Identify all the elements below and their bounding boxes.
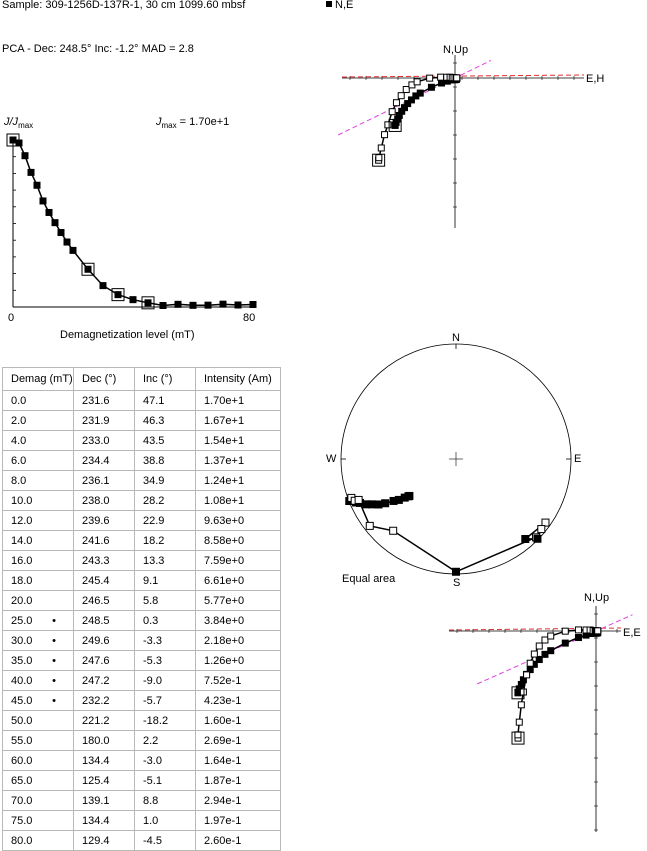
vertical-projection-point xyxy=(438,74,444,80)
cell-intensity: 2.18e+0 xyxy=(196,631,281,651)
cell-dec: 231.6 xyxy=(74,391,135,411)
intensity-ylabel: $J/J_{max}$ xyxy=(4,116,34,131)
cell-inc: 38.8 xyxy=(135,451,196,471)
cell-demag: 40.0 • xyxy=(3,671,74,691)
cell-demag: 80.0 xyxy=(3,831,74,851)
cell-dec: 245.4 xyxy=(74,571,135,591)
lower-hemisphere-point xyxy=(534,535,541,542)
header-intensity: Intensity (Am) xyxy=(196,368,281,391)
vertical-projection-line xyxy=(518,630,598,738)
intensity-point xyxy=(64,239,70,245)
vertical-projection-point xyxy=(548,633,554,639)
intensity-point xyxy=(58,230,64,236)
cell-intensity: 1.64e-1 xyxy=(196,751,281,771)
table-row xyxy=(3,431,281,451)
table-row xyxy=(3,451,281,471)
stereonet-north-label: N xyxy=(452,332,460,344)
cell-demag: 2.0 xyxy=(3,411,74,431)
table-row xyxy=(3,511,281,531)
zij-bottom-up-label: N,Up xyxy=(584,592,610,604)
header-inc: Inc (°) xyxy=(135,368,196,391)
cell-inc: -5.7 xyxy=(135,691,196,711)
cell-inc: -4.5 xyxy=(135,831,196,851)
cell-intensity: 1.60e-1 xyxy=(196,711,281,731)
cell-inc: 1.0 xyxy=(135,811,196,831)
cell-dec: 249.6 xyxy=(74,631,135,651)
zij-top-right-label: E,H xyxy=(586,73,605,85)
table-row xyxy=(3,471,281,491)
cell-demag: 35.0 • xyxy=(3,651,74,671)
intensity-point xyxy=(46,209,52,215)
zij-top-up-label: N,Up xyxy=(443,44,469,56)
cell-intensity: 1.37e+1 xyxy=(196,451,281,471)
cell-inc: -18.2 xyxy=(135,711,196,731)
x-tick-max: 80 xyxy=(243,312,256,324)
vertical-projection-point xyxy=(516,719,522,725)
cell-inc: 34.9 xyxy=(135,471,196,491)
table-row xyxy=(3,831,281,851)
vertical-projection-point xyxy=(403,87,409,93)
cell-intensity: 7.52e-1 xyxy=(196,671,281,691)
cell-inc: -5.3 xyxy=(135,651,196,671)
intensity-point xyxy=(85,266,91,272)
vertical-projection-point xyxy=(542,637,548,643)
table-row xyxy=(3,391,281,411)
table-row xyxy=(3,671,281,691)
cell-dec: 134.4 xyxy=(74,811,135,831)
table-row xyxy=(3,411,281,431)
cell-demag: 14.0 xyxy=(3,531,74,551)
cell-inc: 2.2 xyxy=(135,731,196,751)
cell-inc: -9.0 xyxy=(135,671,196,691)
intensity-point xyxy=(235,302,241,308)
vertical-projection-point xyxy=(427,75,433,81)
cell-inc: 46.3 xyxy=(135,411,196,431)
vertical-projection-point xyxy=(389,109,395,115)
intensity-point xyxy=(10,137,16,143)
cell-demag: 18.0 xyxy=(3,571,74,591)
upper-hemisphere-point xyxy=(538,526,545,533)
cell-intensity: 1.26e+0 xyxy=(196,651,281,671)
lower-hemisphere-point xyxy=(390,497,397,504)
horizontal-projection-point xyxy=(575,635,581,641)
cell-intensity: 1.08e+1 xyxy=(196,491,281,511)
x-tick-min: 0 xyxy=(8,312,15,324)
cell-intensity: 2.60e-1 xyxy=(196,831,281,851)
cell-demag: 0.0 xyxy=(3,391,74,411)
intensity-point xyxy=(145,300,151,306)
table-row xyxy=(3,691,281,711)
pca-summary: PCA - Dec: 248.5° Inc: -1.2° MAD = 2.8 xyxy=(2,43,194,55)
intensity-point xyxy=(100,283,106,289)
cell-inc: 0.3 xyxy=(135,611,196,631)
intensity-point xyxy=(250,301,256,307)
intensity-point xyxy=(52,220,58,226)
zij-bottom-right-label: E,E xyxy=(623,627,641,639)
upper-hemisphere-point xyxy=(390,527,397,534)
cell-intensity: 1.67e+1 xyxy=(196,411,281,431)
intensity-point xyxy=(130,297,136,303)
jmax-label: $J_{max} = 1.70e+1$ xyxy=(156,116,230,131)
cell-inc: 13.3 xyxy=(135,551,196,571)
cell-inc: 18.2 xyxy=(135,531,196,551)
vertical-projection-point xyxy=(398,93,404,99)
lower-hemisphere-point xyxy=(522,535,529,542)
cell-demag: 16.0 xyxy=(3,551,74,571)
lower-hemisphere-point xyxy=(382,500,389,507)
table-row xyxy=(3,631,281,651)
intensity-xlabel: Demagnetization level (mT) xyxy=(60,329,195,341)
table-body xyxy=(3,391,281,851)
horizontal-projection-point xyxy=(562,640,568,646)
cell-demag: 45.0 • xyxy=(3,691,74,711)
cell-intensity: 6.61e+0 xyxy=(196,571,281,591)
cell-dec: 239.6 xyxy=(74,511,135,531)
cell-intensity: 3.84e+0 xyxy=(196,611,281,631)
stereonet-east-label: E xyxy=(574,453,582,465)
legend-label: N,E xyxy=(335,0,354,11)
table-row xyxy=(3,571,281,591)
demag-table xyxy=(2,367,281,851)
table-row xyxy=(3,711,281,731)
intensity-plot xyxy=(7,134,256,309)
cell-dec: 139.1 xyxy=(74,791,135,811)
cell-demag: 60.0 xyxy=(3,751,74,771)
pca-selected-marker: • xyxy=(52,694,56,707)
vertical-projection-point xyxy=(454,75,460,81)
cell-intensity: 5.77e+0 xyxy=(196,591,281,611)
cell-inc: 22.9 xyxy=(135,511,196,531)
sample-label: Sample: 309-1256D-137R-1, 30 cm 1099.60 mbsf xyxy=(2,0,246,11)
equal-area-stereonet xyxy=(341,344,571,575)
cell-demag: 4.0 xyxy=(3,431,74,451)
cell-dec: 233.0 xyxy=(74,431,135,451)
cell-intensity: 7.59e+0 xyxy=(196,551,281,571)
cell-dec: 247.2 xyxy=(74,671,135,691)
cell-intensity: 9.63e+0 xyxy=(196,511,281,531)
intensity-point xyxy=(175,301,181,307)
cell-intensity: 1.97e-1 xyxy=(196,811,281,831)
horizontal-projection-point xyxy=(417,90,423,96)
vertical-projection-point xyxy=(378,145,384,151)
intensity-point xyxy=(34,182,40,188)
vertical-projection-point xyxy=(531,651,537,657)
pca-selected-marker: • xyxy=(52,674,56,687)
cell-intensity: 8.58e+0 xyxy=(196,531,281,551)
horizontal-projection-point xyxy=(439,80,445,86)
vertical-projection-point xyxy=(515,732,521,738)
vertical-projection-point xyxy=(527,660,533,666)
pca-line-red xyxy=(342,75,584,77)
cell-demag: 6.0 xyxy=(3,451,74,471)
intensity-point xyxy=(70,247,76,253)
cell-inc: 28.2 xyxy=(135,491,196,511)
table-row xyxy=(3,611,281,631)
cell-dec: 243.3 xyxy=(74,551,135,571)
intensity-point xyxy=(160,302,166,308)
intensity-point xyxy=(16,140,22,146)
cell-demag: 55.0 xyxy=(3,731,74,751)
table-row xyxy=(3,751,281,771)
vertical-projection-point xyxy=(518,702,524,708)
cell-demag: 25.0 • xyxy=(3,611,74,631)
cell-inc: -3.0 xyxy=(135,751,196,771)
cell-dec: 238.0 xyxy=(74,491,135,511)
cell-demag: 65.0 xyxy=(3,771,74,791)
cell-dec: 232.2 xyxy=(74,691,135,711)
pca-selected-marker: • xyxy=(52,654,56,667)
lower-hemisphere-point xyxy=(453,568,460,575)
vertical-projection-point xyxy=(524,672,530,678)
cell-dec: 248.5 xyxy=(74,611,135,631)
intensity-point xyxy=(28,169,34,175)
cell-dec: 234.4 xyxy=(74,451,135,471)
table-row xyxy=(3,771,281,791)
cell-demag: 20.0 xyxy=(3,591,74,611)
table-row xyxy=(3,551,281,571)
cell-dec: 241.6 xyxy=(74,531,135,551)
cell-inc: 9.1 xyxy=(135,571,196,591)
vertical-projection-point xyxy=(536,643,542,649)
table-row xyxy=(3,791,281,811)
cell-inc: -5.1 xyxy=(135,771,196,791)
vertical-projection-point xyxy=(393,100,399,106)
header-demag: Demag (mT) xyxy=(3,368,74,391)
cell-dec: 129.4 xyxy=(74,831,135,851)
cell-intensity: 2.94e-1 xyxy=(196,791,281,811)
stereonet-west-label: W xyxy=(326,453,337,465)
upper-hemisphere-point xyxy=(542,519,549,526)
vertical-projection-point xyxy=(382,132,388,138)
cell-demag: 50.0 xyxy=(3,711,74,731)
vertical-projection-point xyxy=(385,122,391,128)
horizontal-projection-point xyxy=(428,84,434,90)
cell-demag: 75.0 xyxy=(3,811,74,831)
pca-selected-marker: • xyxy=(52,634,56,647)
header-dec: Dec (°) xyxy=(74,368,135,391)
zijderveld-top-plot xyxy=(338,55,584,228)
vertical-projection-point xyxy=(376,155,382,161)
cell-inc: 8.8 xyxy=(135,791,196,811)
cell-demag: 10.0 xyxy=(3,491,74,511)
intensity-point xyxy=(22,153,28,159)
upper-hemisphere-point xyxy=(355,496,362,503)
cell-intensity: 1.70e+1 xyxy=(196,391,281,411)
table-row xyxy=(3,491,281,511)
intensity-line xyxy=(13,140,253,306)
intensity-point xyxy=(40,198,46,204)
cell-intensity: 1.54e+1 xyxy=(196,431,281,451)
vertical-projection-point xyxy=(595,628,601,634)
table-row xyxy=(3,651,281,671)
cell-dec: 180.0 xyxy=(74,731,135,751)
table-row xyxy=(3,531,281,551)
intensity-point xyxy=(220,301,226,307)
cell-intensity: 2.69e-1 xyxy=(196,731,281,751)
vertical-projection-point xyxy=(562,628,568,634)
cell-inc: 43.5 xyxy=(135,431,196,451)
cell-inc: -3.3 xyxy=(135,631,196,651)
vertical-projection-point xyxy=(520,689,526,695)
table-row xyxy=(3,731,281,751)
cell-intensity: 4.23e-1 xyxy=(196,691,281,711)
cell-dec: 247.6 xyxy=(74,651,135,671)
cell-inc: 47.1 xyxy=(135,391,196,411)
intensity-point xyxy=(190,302,196,308)
cell-dec: 125.4 xyxy=(74,771,135,791)
stereonet-south-label: S xyxy=(453,577,461,589)
intensity-point xyxy=(115,292,121,298)
cell-inc: 5.8 xyxy=(135,591,196,611)
vertical-projection-point xyxy=(414,79,420,85)
cell-dec: 134.4 xyxy=(74,751,135,771)
cell-dec: 221.2 xyxy=(74,711,135,731)
cell-demag: 12.0 xyxy=(3,511,74,531)
cell-demag: 70.0 xyxy=(3,791,74,811)
cell-dec: 231.9 xyxy=(74,411,135,431)
vertical-projection-point xyxy=(575,627,581,633)
table-row xyxy=(3,591,281,611)
table-row xyxy=(3,811,281,831)
pca-selected-marker: • xyxy=(52,614,56,627)
table-header-row xyxy=(3,368,281,391)
stereonet-caption: Equal area xyxy=(342,573,396,585)
cell-intensity: 1.87e-1 xyxy=(196,771,281,791)
cell-dec: 236.1 xyxy=(74,471,135,491)
horizontal-projection-point xyxy=(548,648,554,654)
cell-intensity: 1.24e+1 xyxy=(196,471,281,491)
zijderveld-bottom-plot xyxy=(449,606,633,832)
cell-dec: 246.5 xyxy=(74,591,135,611)
cell-demag: 30.0 • xyxy=(3,631,74,651)
cell-demag: 8.0 xyxy=(3,471,74,491)
intensity-point xyxy=(205,302,211,308)
horizontal-projection-point xyxy=(542,651,548,657)
upper-hemisphere-point xyxy=(366,522,373,529)
